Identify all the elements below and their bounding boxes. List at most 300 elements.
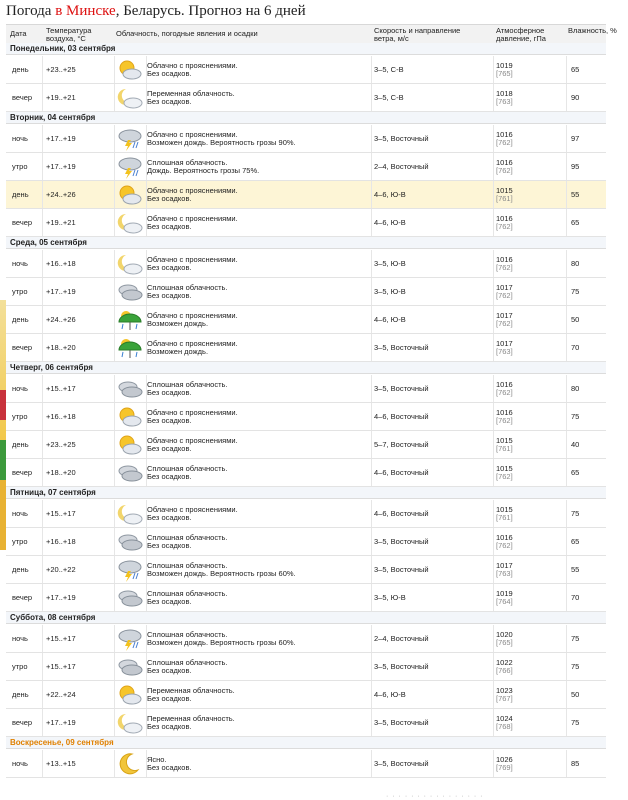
wind: 3–5, С-В	[374, 65, 404, 74]
forecast-row	[6, 306, 606, 334]
column-divider	[493, 709, 494, 736]
temperature: +15..+17	[46, 662, 76, 671]
time-of-day: день	[12, 65, 29, 74]
description-line1: Сплошная облачность.	[147, 464, 228, 473]
column-divider	[42, 709, 43, 736]
column-divider	[493, 56, 494, 83]
pressure-mmhg: [769]	[496, 763, 513, 772]
description-line1: Переменная облачность.	[147, 714, 235, 723]
humidity: 90	[571, 93, 580, 102]
wind: 4–6, Восточный	[374, 412, 429, 421]
description-line1: Сплошная облачность.	[147, 630, 228, 639]
wind: 5–7, Восточный	[374, 440, 429, 449]
column-divider	[371, 681, 372, 708]
column-divider	[566, 306, 567, 333]
wind: 4–6, Восточный	[374, 509, 429, 518]
pressure-hpa: 1016	[496, 158, 513, 167]
pressure-hpa: 1019	[496, 61, 513, 70]
pressure-hpa: 1017	[496, 561, 513, 570]
column-divider	[566, 750, 567, 777]
temperature: +16..+18	[46, 259, 76, 268]
column-divider	[566, 250, 567, 277]
column-divider	[42, 153, 43, 180]
column-divider	[371, 709, 372, 736]
column-divider	[371, 750, 372, 777]
column-divider	[371, 56, 372, 83]
footer-strip	[6, 793, 606, 800]
thunderstorm-icon	[116, 627, 144, 651]
column-divider	[493, 84, 494, 111]
header-pressure: Атмосферное давление, гПа	[496, 26, 546, 43]
pressure-mmhg: [765]	[496, 69, 513, 78]
column-divider	[114, 528, 115, 555]
temperature: +18..+20	[46, 343, 76, 352]
humidity: 97	[571, 134, 580, 143]
time-of-day: ночь	[12, 259, 28, 268]
humidity: 75	[571, 412, 580, 421]
column-divider	[114, 459, 115, 486]
wind: 4–6, Ю-В	[374, 190, 406, 199]
pressure-mmhg: [763]	[496, 97, 513, 106]
column-divider	[566, 584, 567, 611]
wind: 3–5, Восточный	[374, 662, 429, 671]
column-divider	[493, 681, 494, 708]
column-divider	[114, 625, 115, 652]
wind: 3–5, Восточный	[374, 537, 429, 546]
column-divider	[493, 653, 494, 680]
column-divider	[42, 209, 43, 236]
column-divider	[371, 181, 372, 208]
description-line2: Без осадков.	[147, 541, 192, 550]
column-divider	[42, 500, 43, 527]
column-divider	[114, 209, 115, 236]
column-divider	[371, 653, 372, 680]
description-line2: Возможен дождь. Вероятность грозы 60%.	[147, 569, 296, 578]
description-line2: Без осадков.	[147, 69, 192, 78]
wind: 4–6, Ю-В	[374, 218, 406, 227]
wind: 4–6, Ю-В	[374, 690, 406, 699]
column-divider	[42, 278, 43, 305]
time-of-day: день	[12, 315, 29, 324]
partly-cloudy-icon	[116, 433, 144, 457]
pressure-mmhg: [764]	[496, 597, 513, 606]
column-divider	[493, 500, 494, 527]
variable-cloudy-icon	[116, 502, 144, 526]
partly-cloudy-icon	[116, 183, 144, 207]
pressure-mmhg: [762]	[496, 388, 513, 397]
description-line1: Облачно с прояснениями.	[147, 436, 238, 445]
wind: 3–5, Восточный	[374, 718, 429, 727]
variable-cloudy-icon	[116, 711, 144, 735]
column-divider	[493, 181, 494, 208]
column-divider	[493, 375, 494, 402]
column-divider	[42, 56, 43, 83]
column-divider	[371, 459, 372, 486]
column-divider	[371, 250, 372, 277]
humidity: 80	[571, 384, 580, 393]
description-line1: Облачно с прояснениями.	[147, 214, 238, 223]
overcast-icon	[116, 655, 144, 679]
humidity: 65	[571, 537, 580, 546]
day-header: Вторник, 04 сентября	[6, 112, 606, 124]
temperature: +24..+26	[46, 315, 76, 324]
column-divider	[114, 375, 115, 402]
column-divider	[493, 250, 494, 277]
wind: 3–5, Ю-В	[374, 593, 406, 602]
pressure-hpa: 1016	[496, 255, 513, 264]
temperature: +22..+24	[46, 690, 76, 699]
description-line1: Сплошная облачность.	[147, 283, 228, 292]
column-divider	[114, 431, 115, 458]
column-divider	[371, 375, 372, 402]
time-of-day: утро	[12, 162, 28, 171]
column-divider	[493, 153, 494, 180]
thunderstorm-icon	[116, 127, 144, 151]
description-line2: Без осадков.	[147, 694, 192, 703]
description-line1: Облачно с прояснениями.	[147, 186, 238, 195]
column-divider	[371, 500, 372, 527]
forecast-row	[6, 403, 606, 431]
column-divider	[371, 625, 372, 652]
page-title	[6, 3, 306, 20]
column-divider	[371, 403, 372, 430]
thunderstorm-icon	[116, 155, 144, 179]
column-divider	[371, 334, 372, 361]
wind: 3–5, Ю-В	[374, 287, 406, 296]
column-divider	[42, 431, 43, 458]
column-divider	[114, 84, 115, 111]
humidity: 65	[571, 65, 580, 74]
column-divider	[114, 56, 115, 83]
description-line1: Облачно с прояснениями.	[147, 505, 238, 514]
pressure-hpa: 1024	[496, 714, 513, 723]
description-line1: Сплошная облачность.	[147, 589, 228, 598]
overcast-icon	[116, 586, 144, 610]
description-line2: Без осадков.	[147, 513, 192, 522]
pressure-mmhg: [767]	[496, 694, 513, 703]
column-divider	[566, 709, 567, 736]
column-divider	[114, 250, 115, 277]
description-line2: Без осадков.	[147, 263, 192, 272]
humidity: 50	[571, 690, 580, 699]
description-line1: Облачно с прояснениями.	[147, 255, 238, 264]
humidity: 65	[571, 218, 580, 227]
column-divider	[371, 306, 372, 333]
pressure-hpa: 1016	[496, 380, 513, 389]
column-divider	[566, 528, 567, 555]
humidity: 55	[571, 565, 580, 574]
time-of-day: ночь	[12, 759, 28, 768]
pressure-hpa: 1026	[496, 755, 513, 764]
variable-cloudy-icon	[116, 252, 144, 276]
forecast-row	[6, 584, 606, 612]
overcast-icon	[116, 530, 144, 554]
column-divider	[371, 431, 372, 458]
description-line1: Облачно с прояснениями.	[147, 130, 238, 139]
description-line2: Без осадков.	[147, 444, 192, 453]
pressure-hpa: 1017	[496, 339, 513, 348]
wind: 4–6, Восточный	[374, 468, 429, 477]
temperature: +17..+19	[46, 162, 76, 171]
time-of-day: вечер	[12, 343, 33, 352]
pressure-hpa: 1015	[496, 436, 513, 445]
overcast-icon	[116, 461, 144, 485]
time-of-day: утро	[12, 412, 28, 421]
column-divider	[566, 375, 567, 402]
time-of-day: вечер	[12, 218, 33, 227]
time-of-day: вечер	[12, 593, 33, 602]
column-divider	[114, 750, 115, 777]
pressure-hpa: 1015	[496, 464, 513, 473]
day-header: Пятница, 07 сентября	[6, 487, 606, 499]
wind: 3–5, Восточный	[374, 759, 429, 768]
column-divider	[114, 278, 115, 305]
wind: 3–5, Ю-В	[374, 259, 406, 268]
forecast-row	[6, 250, 606, 278]
description-line1: Сплошная облачность.	[147, 658, 228, 667]
rain-icon	[116, 308, 144, 332]
description-line2: Возможен дождь.	[147, 347, 209, 356]
column-divider	[114, 653, 115, 680]
wind: 3–5, Восточный	[374, 565, 429, 574]
time-of-day: утро	[12, 537, 28, 546]
column-divider	[566, 153, 567, 180]
pressure-mmhg: [766]	[496, 666, 513, 675]
column-divider	[42, 653, 43, 680]
thunderstorm-icon	[116, 558, 144, 582]
time-of-day: день	[12, 190, 29, 199]
description-line1: Облачно с прояснениями.	[147, 61, 238, 70]
wind: 2–4, Восточный	[374, 162, 429, 171]
column-divider	[566, 181, 567, 208]
pressure-mmhg: [762]	[496, 319, 513, 328]
column-divider	[566, 278, 567, 305]
title-suffix: , Беларусь. Прогноз на 6 дней	[115, 3, 306, 19]
forecast-row	[6, 84, 606, 112]
temperature: +17..+19	[46, 718, 76, 727]
humidity: 75	[571, 287, 580, 296]
column-divider	[42, 306, 43, 333]
overcast-icon	[116, 377, 144, 401]
column-divider	[493, 403, 494, 430]
partly-cloudy-icon	[116, 683, 144, 707]
column-divider	[566, 681, 567, 708]
forecast-row	[6, 750, 606, 778]
humidity: 75	[571, 509, 580, 518]
variable-cloudy-icon	[116, 211, 144, 235]
column-divider	[42, 584, 43, 611]
description-line1: Облачно с прояснениями.	[147, 408, 238, 417]
pressure-hpa: 1023	[496, 686, 513, 695]
column-divider	[42, 681, 43, 708]
table-header	[6, 24, 617, 44]
humidity: 70	[571, 593, 580, 602]
column-divider	[493, 459, 494, 486]
variable-cloudy-icon	[116, 86, 144, 110]
forecast-row	[6, 653, 606, 681]
column-divider	[566, 84, 567, 111]
overcast-icon	[116, 280, 144, 304]
footer-faded: · · · · · · · · · · · · · · · ·	[386, 793, 484, 800]
pressure-hpa: 1016	[496, 533, 513, 542]
day-header: Воскресенье, 09 сентября	[6, 737, 606, 749]
humidity: 50	[571, 315, 580, 324]
description-line2: Без осадков.	[147, 763, 192, 772]
header-wind: Скорость и направление ветра, м/с	[374, 26, 461, 43]
humidity: 75	[571, 662, 580, 671]
temperature: +17..+19	[46, 593, 76, 602]
humidity: 40	[571, 440, 580, 449]
header-humidity: Влажность, %	[568, 26, 617, 35]
pressure-mmhg: [761]	[496, 513, 513, 522]
column-divider	[493, 556, 494, 583]
temperature: +15..+17	[46, 634, 76, 643]
temperature: +18..+20	[46, 468, 76, 477]
forecast-row	[6, 278, 606, 306]
temperature: +23..+25	[46, 440, 76, 449]
humidity: 75	[571, 718, 580, 727]
pressure-mmhg: [762]	[496, 263, 513, 272]
description-line2: Без осадков.	[147, 291, 192, 300]
pressure-mmhg: [763]	[496, 347, 513, 356]
description-line2: Возможен дождь. Вероятность грозы 60%.	[147, 638, 296, 647]
header-date: Дата	[10, 29, 27, 38]
description-line1: Сплошная облачность.	[147, 533, 228, 542]
column-divider	[42, 459, 43, 486]
humidity: 80	[571, 259, 580, 268]
time-of-day: вечер	[12, 93, 33, 102]
description-line1: Сплошная облачность.	[147, 158, 228, 167]
description-line2: Без осадков.	[147, 416, 192, 425]
forecast-row	[6, 56, 606, 84]
time-of-day: вечер	[12, 718, 33, 727]
wind: 3–5, Восточный	[374, 134, 429, 143]
pressure-hpa: 1017	[496, 311, 513, 320]
forecast-row	[6, 334, 606, 362]
pressure-hpa: 1016	[496, 130, 513, 139]
partly-cloudy-icon	[116, 405, 144, 429]
forecast-row	[6, 153, 606, 181]
pressure-mmhg: [762]	[496, 416, 513, 425]
day-header: Среда, 05 сентября	[6, 237, 606, 249]
column-divider	[493, 278, 494, 305]
humidity: 75	[571, 634, 580, 643]
time-of-day: ночь	[12, 634, 28, 643]
column-divider	[114, 709, 115, 736]
time-of-day: день	[12, 690, 29, 699]
pressure-mmhg: [763]	[496, 569, 513, 578]
column-divider	[371, 584, 372, 611]
column-divider	[371, 125, 372, 152]
description-line2: Без осадков.	[147, 597, 192, 606]
description-line2: Дождь. Вероятность грозы 75%.	[147, 166, 260, 175]
column-divider	[493, 334, 494, 361]
column-divider	[566, 653, 567, 680]
description-line1: Переменная облачность.	[147, 686, 235, 695]
column-divider	[114, 556, 115, 583]
temperature: +15..+17	[46, 509, 76, 518]
temperature: +17..+19	[46, 287, 76, 296]
description-line2: Без осадков.	[147, 472, 192, 481]
column-divider	[566, 334, 567, 361]
pressure-hpa: 1015	[496, 186, 513, 195]
column-divider	[371, 556, 372, 583]
column-divider	[493, 125, 494, 152]
description-line1: Сплошная облачность.	[147, 380, 228, 389]
day-header: Четверг, 06 сентября	[6, 362, 606, 374]
humidity: 95	[571, 162, 580, 171]
column-divider	[566, 500, 567, 527]
temperature: +24..+26	[46, 190, 76, 199]
pressure-mmhg: [762]	[496, 222, 513, 231]
column-divider	[566, 625, 567, 652]
humidity: 65	[571, 468, 580, 477]
column-divider	[42, 181, 43, 208]
temperature: +16..+18	[46, 412, 76, 421]
column-divider	[371, 528, 372, 555]
column-divider	[371, 153, 372, 180]
time-of-day: утро	[12, 662, 28, 671]
column-divider	[566, 403, 567, 430]
temperature: +23..+25	[46, 65, 76, 74]
column-divider	[371, 209, 372, 236]
column-divider	[493, 584, 494, 611]
column-divider	[42, 334, 43, 361]
column-divider	[42, 250, 43, 277]
column-divider	[493, 431, 494, 458]
time-of-day: ночь	[12, 509, 28, 518]
temperature: +15..+17	[46, 384, 76, 393]
time-of-day: утро	[12, 287, 28, 296]
temperature: +13..+15	[46, 759, 76, 768]
column-divider	[566, 125, 567, 152]
column-divider	[566, 431, 567, 458]
pressure-hpa: 1015	[496, 505, 513, 514]
pressure-mmhg: [762]	[496, 291, 513, 300]
pressure-hpa: 1022	[496, 658, 513, 667]
forecast-row	[6, 556, 606, 584]
description-line2: Без осадков.	[147, 222, 192, 231]
day-header: Суббота, 08 сентября	[6, 612, 606, 624]
pressure-hpa: 1017	[496, 283, 513, 292]
pressure-hpa: 1020	[496, 630, 513, 639]
column-divider	[566, 459, 567, 486]
pressure-hpa: 1018	[496, 89, 513, 98]
column-divider	[114, 403, 115, 430]
column-divider	[114, 334, 115, 361]
temperature: +20..+22	[46, 565, 76, 574]
city-link[interactable]: в Минске	[55, 3, 116, 19]
header-temp: Температура воздуха, °C	[46, 26, 92, 43]
pressure-mmhg: [768]	[496, 722, 513, 731]
time-of-day: день	[12, 440, 29, 449]
forecast-row	[6, 681, 606, 709]
column-divider	[42, 84, 43, 111]
temperature: +19..+21	[46, 218, 76, 227]
column-divider	[114, 125, 115, 152]
column-divider	[566, 56, 567, 83]
column-divider	[114, 306, 115, 333]
moon-clear-icon	[116, 752, 144, 776]
description-line2: Возможен дождь.	[147, 319, 209, 328]
temperature: +17..+19	[46, 134, 76, 143]
pressure-mmhg: [761]	[496, 444, 513, 453]
description-line1: Сплошная облачность.	[147, 561, 228, 570]
column-divider	[114, 153, 115, 180]
header-clouds: Облачность, погодные явления и осадки	[116, 29, 258, 38]
partly-cloudy-icon	[116, 58, 144, 82]
pressure-mmhg: [762]	[496, 541, 513, 550]
